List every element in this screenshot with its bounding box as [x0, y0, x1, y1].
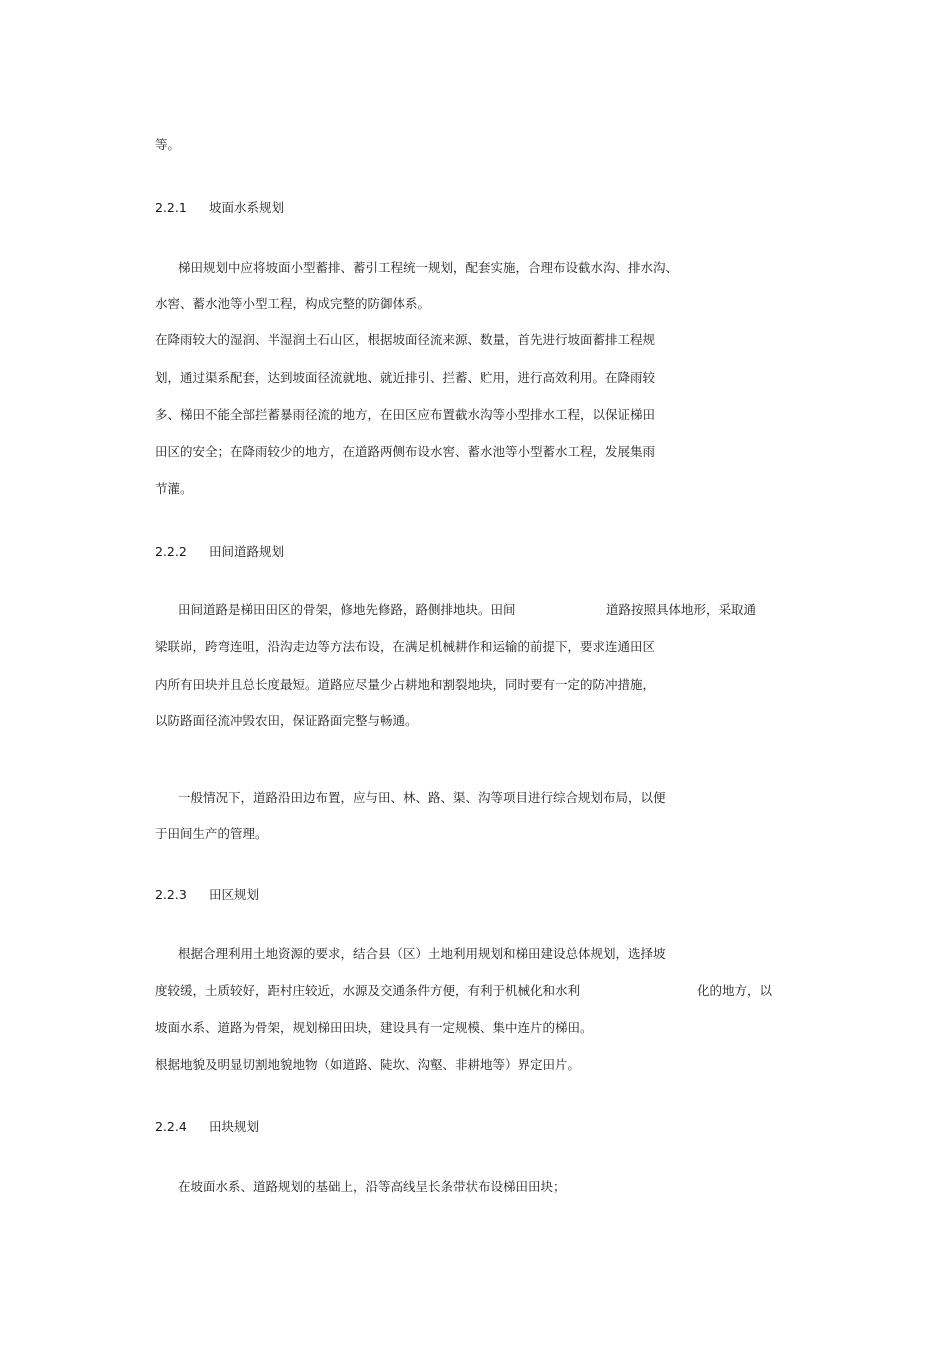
section-number: 2.2.4	[155, 1119, 187, 1134]
section-title: 坡面水系规划	[209, 200, 285, 215]
text-line: 坡面水系、道路为骨架，规划梯田田块，建设具有一定规模、集中连片的梯田。	[155, 1020, 593, 1035]
text-line: 多、梯田不能全部拦蓄暴雨径流的地方，在田区应布置截水沟等小型排水工程，以保证梯田	[155, 407, 656, 422]
section-number: 2.2.1	[155, 200, 187, 215]
text-line: 以防路面径流冲毁农田，保证路面完整与畅通。	[155, 713, 418, 728]
text-line: 根据合理利用土地资源的要求，结合县（区）土地利用规划和梯田建设总体规划，选择坡	[178, 946, 666, 961]
text-line: 田区的安全；在降雨较少的地方，在道路两侧布设水窖、蓄水池等小型蓄水工程，发展集雨	[155, 444, 656, 459]
text-line: 在坡面水系、道路规划的基础上，沿等高线呈长条带状布设梯田田块；	[178, 1179, 566, 1194]
text-line: 道路按照具体地形，采取通	[606, 602, 757, 617]
section-title: 田区规划	[209, 887, 260, 902]
text-line: 在降雨较大的湿润、半湿润土石山区，根据坡面径流来源、数量，首先进行坡面蓄排工程规	[155, 332, 656, 347]
section-number: 2.2.3	[155, 887, 187, 902]
text-line: 田间道路是梯田田区的骨架，修地先修路，路侧排地块。田间	[178, 602, 516, 617]
text-line: 划，通过渠系配套，达到坡面径流就地、就近排引、拦蓄、贮用，进行高效利用。在降雨较	[155, 370, 656, 385]
section-number: 2.2.2	[155, 544, 187, 559]
text-line: 梁联峁，跨弯连咀，沿沟走边等方法布设，在满足机械耕作和运输的前提下，要求连通田区	[155, 639, 656, 654]
text-line: 水窖、蓄水池等小型工程，构成完整的防御体系。	[155, 296, 431, 311]
text-line: 度较缓，土质较好，距村庄较近，水源及交通条件方便，有利于机械化和水利	[155, 983, 581, 998]
text-line: 于田间生产的管理。	[155, 826, 268, 841]
text-line: 梯田规划中应将坡面小型蓄排、蓄引工程统一规划，配套实施，合理布设截水沟、排水沟、	[178, 260, 679, 275]
text-line: 等。	[155, 137, 181, 152]
text-line: 内所有田块并且总长度最短。道路应尽量少占耕地和割裂地块，同时要有一定的防冲措施，	[155, 677, 656, 692]
section-title: 田块规划	[209, 1119, 260, 1134]
section-title: 田间道路规划	[209, 544, 285, 559]
text-line: 一般情况下，道路沿田边布置，应与田、林、路、渠、沟等项目进行综合规划布局，以便	[178, 790, 666, 805]
text-line: 化的地方，以	[697, 983, 773, 998]
text-line: 节灌。	[155, 481, 193, 496]
text-line: 根据地貌及明显切割地貌地物（如道路、陡坎、沟壑、非耕地等）界定田片。	[155, 1057, 581, 1072]
